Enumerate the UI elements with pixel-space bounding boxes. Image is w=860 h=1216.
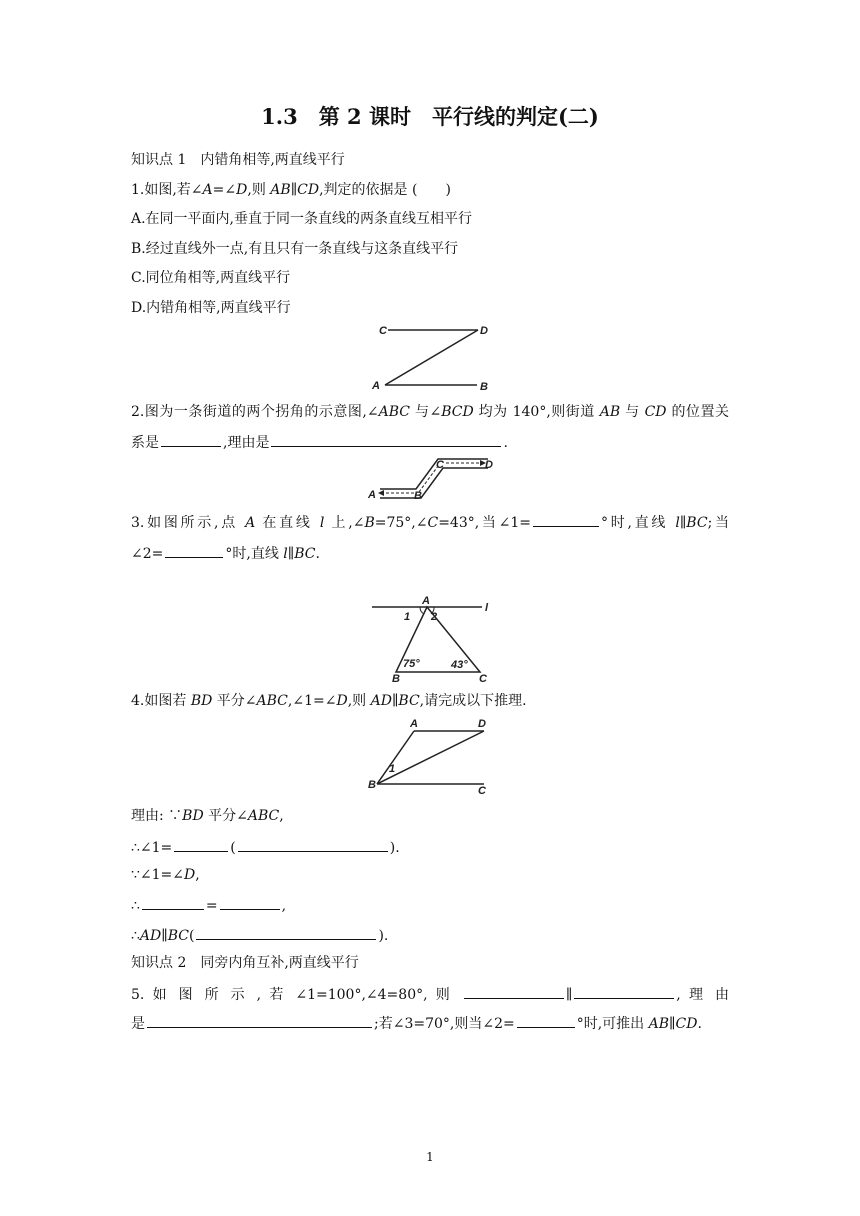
fig3-label-b: B xyxy=(392,673,400,684)
answer-blank[interactable] xyxy=(271,432,501,447)
fig1-label-c: C xyxy=(379,325,387,337)
question-1-option-d: D.内错角相等,两直线平行 xyxy=(131,300,291,316)
fig3-label-c: C xyxy=(479,673,487,684)
fig4-angle-1: 1 xyxy=(389,763,396,775)
figure-1-z-shape xyxy=(360,318,510,398)
fig4-label-c: C xyxy=(478,785,486,797)
fig4-label-d: D xyxy=(478,718,486,730)
answer-blank[interactable] xyxy=(238,837,388,852)
figure-2-street xyxy=(364,452,504,504)
answer-blank[interactable] xyxy=(142,895,204,910)
fig1-label-b: B xyxy=(480,381,488,393)
answer-blank[interactable] xyxy=(161,432,221,447)
question-2-line-1: 2.图为一条街道的两个拐角的示意图,∠ABC 与∠BCD 均为 140°,则街道 AB 与 CD 的位置关 xyxy=(131,404,730,420)
question-3-line-1: 3.如图所示,点 A 在直线 l 上,∠B=75°,∠C=43°,当∠1= °时,直线 l∥BC;当 xyxy=(131,512,729,532)
fig1-label-a: A xyxy=(372,380,380,392)
question-2-line-2: 系是 ,理由是 . xyxy=(131,432,508,452)
reasoning-line-3: ∵∠1=∠D, xyxy=(131,867,200,883)
fig4-label-a: A xyxy=(410,718,418,730)
knowledge-point-2: 知识点 2 同旁内角互补,两直线平行 xyxy=(131,955,359,971)
page-number: 1 xyxy=(426,1150,434,1164)
answer-blank[interactable] xyxy=(220,895,280,910)
fig3-label-a: A xyxy=(422,595,430,607)
answer-blank[interactable] xyxy=(147,1013,372,1028)
reasoning-line-4: ∴ = , xyxy=(131,895,286,915)
knowledge-point-1: 知识点 1 内错角相等,两直线平行 xyxy=(131,152,345,168)
reasoning-line-5: ∴AD∥BC( ). xyxy=(131,925,388,945)
fig4-label-b: B xyxy=(368,779,376,791)
question-5-line-2: 是 ;若∠3=70°,则当∠2= °时,可推出 AB∥CD. xyxy=(131,1013,702,1033)
fig2-label-b: B xyxy=(414,490,422,502)
question-1-option-c: C.同位角相等,两直线平行 xyxy=(131,270,291,286)
answer-blank[interactable] xyxy=(165,543,223,558)
answer-blank[interactable] xyxy=(574,984,674,999)
figure-4-parallel xyxy=(364,714,504,798)
fig2-label-d: D xyxy=(485,459,493,471)
fig3-angle-2: 2 xyxy=(431,611,438,623)
fig3-label-l: l xyxy=(485,602,489,614)
fig1-label-d: D xyxy=(480,325,488,337)
question-1-stem: 1.如图,若∠A=∠D,则 AB∥CD,判定的依据是 ( ) xyxy=(131,182,451,198)
page-title: 1.3 第 2 课时 平行线的判定(二) xyxy=(261,104,599,129)
reasoning-line-1: 理由: ∵BD 平分∠ABC, xyxy=(131,808,284,824)
answer-blank[interactable] xyxy=(174,837,228,852)
answer-blank[interactable] xyxy=(533,512,599,527)
question-3-line-2: ∠2= °时,直线 l∥BC. xyxy=(131,543,320,563)
fig2-label-c: C xyxy=(436,459,444,471)
fig3-angle-1: 1 xyxy=(404,611,411,623)
answer-blank[interactable] xyxy=(464,984,564,999)
question-1-option-b: B.经过直线外一点,有且只有一条直线与这条直线平行 xyxy=(131,241,459,257)
answer-blank[interactable] xyxy=(517,1013,575,1028)
fig3-angle-b: 75° xyxy=(403,658,420,670)
reasoning-line-2: ∴∠1= ( ). xyxy=(131,837,400,857)
answer-blank[interactable] xyxy=(196,925,376,940)
fig2-label-a: A xyxy=(368,489,376,501)
fig3-angle-c: 43° xyxy=(451,659,468,671)
question-1-option-a: A.在同一平面内,垂直于同一条直线的两条直线互相平行 xyxy=(131,211,473,227)
question-5-line-1: 5. 如 图 所 示 , 若 ∠1=100°,∠4=80°, 则 ∥ , 理 由 xyxy=(131,984,729,1004)
question-4-stem: 4.如图若 BD 平分∠ABC,∠1=∠D,则 AD∥BC,请完成以下推理. xyxy=(131,693,527,709)
figure-3-triangle xyxy=(366,590,506,684)
